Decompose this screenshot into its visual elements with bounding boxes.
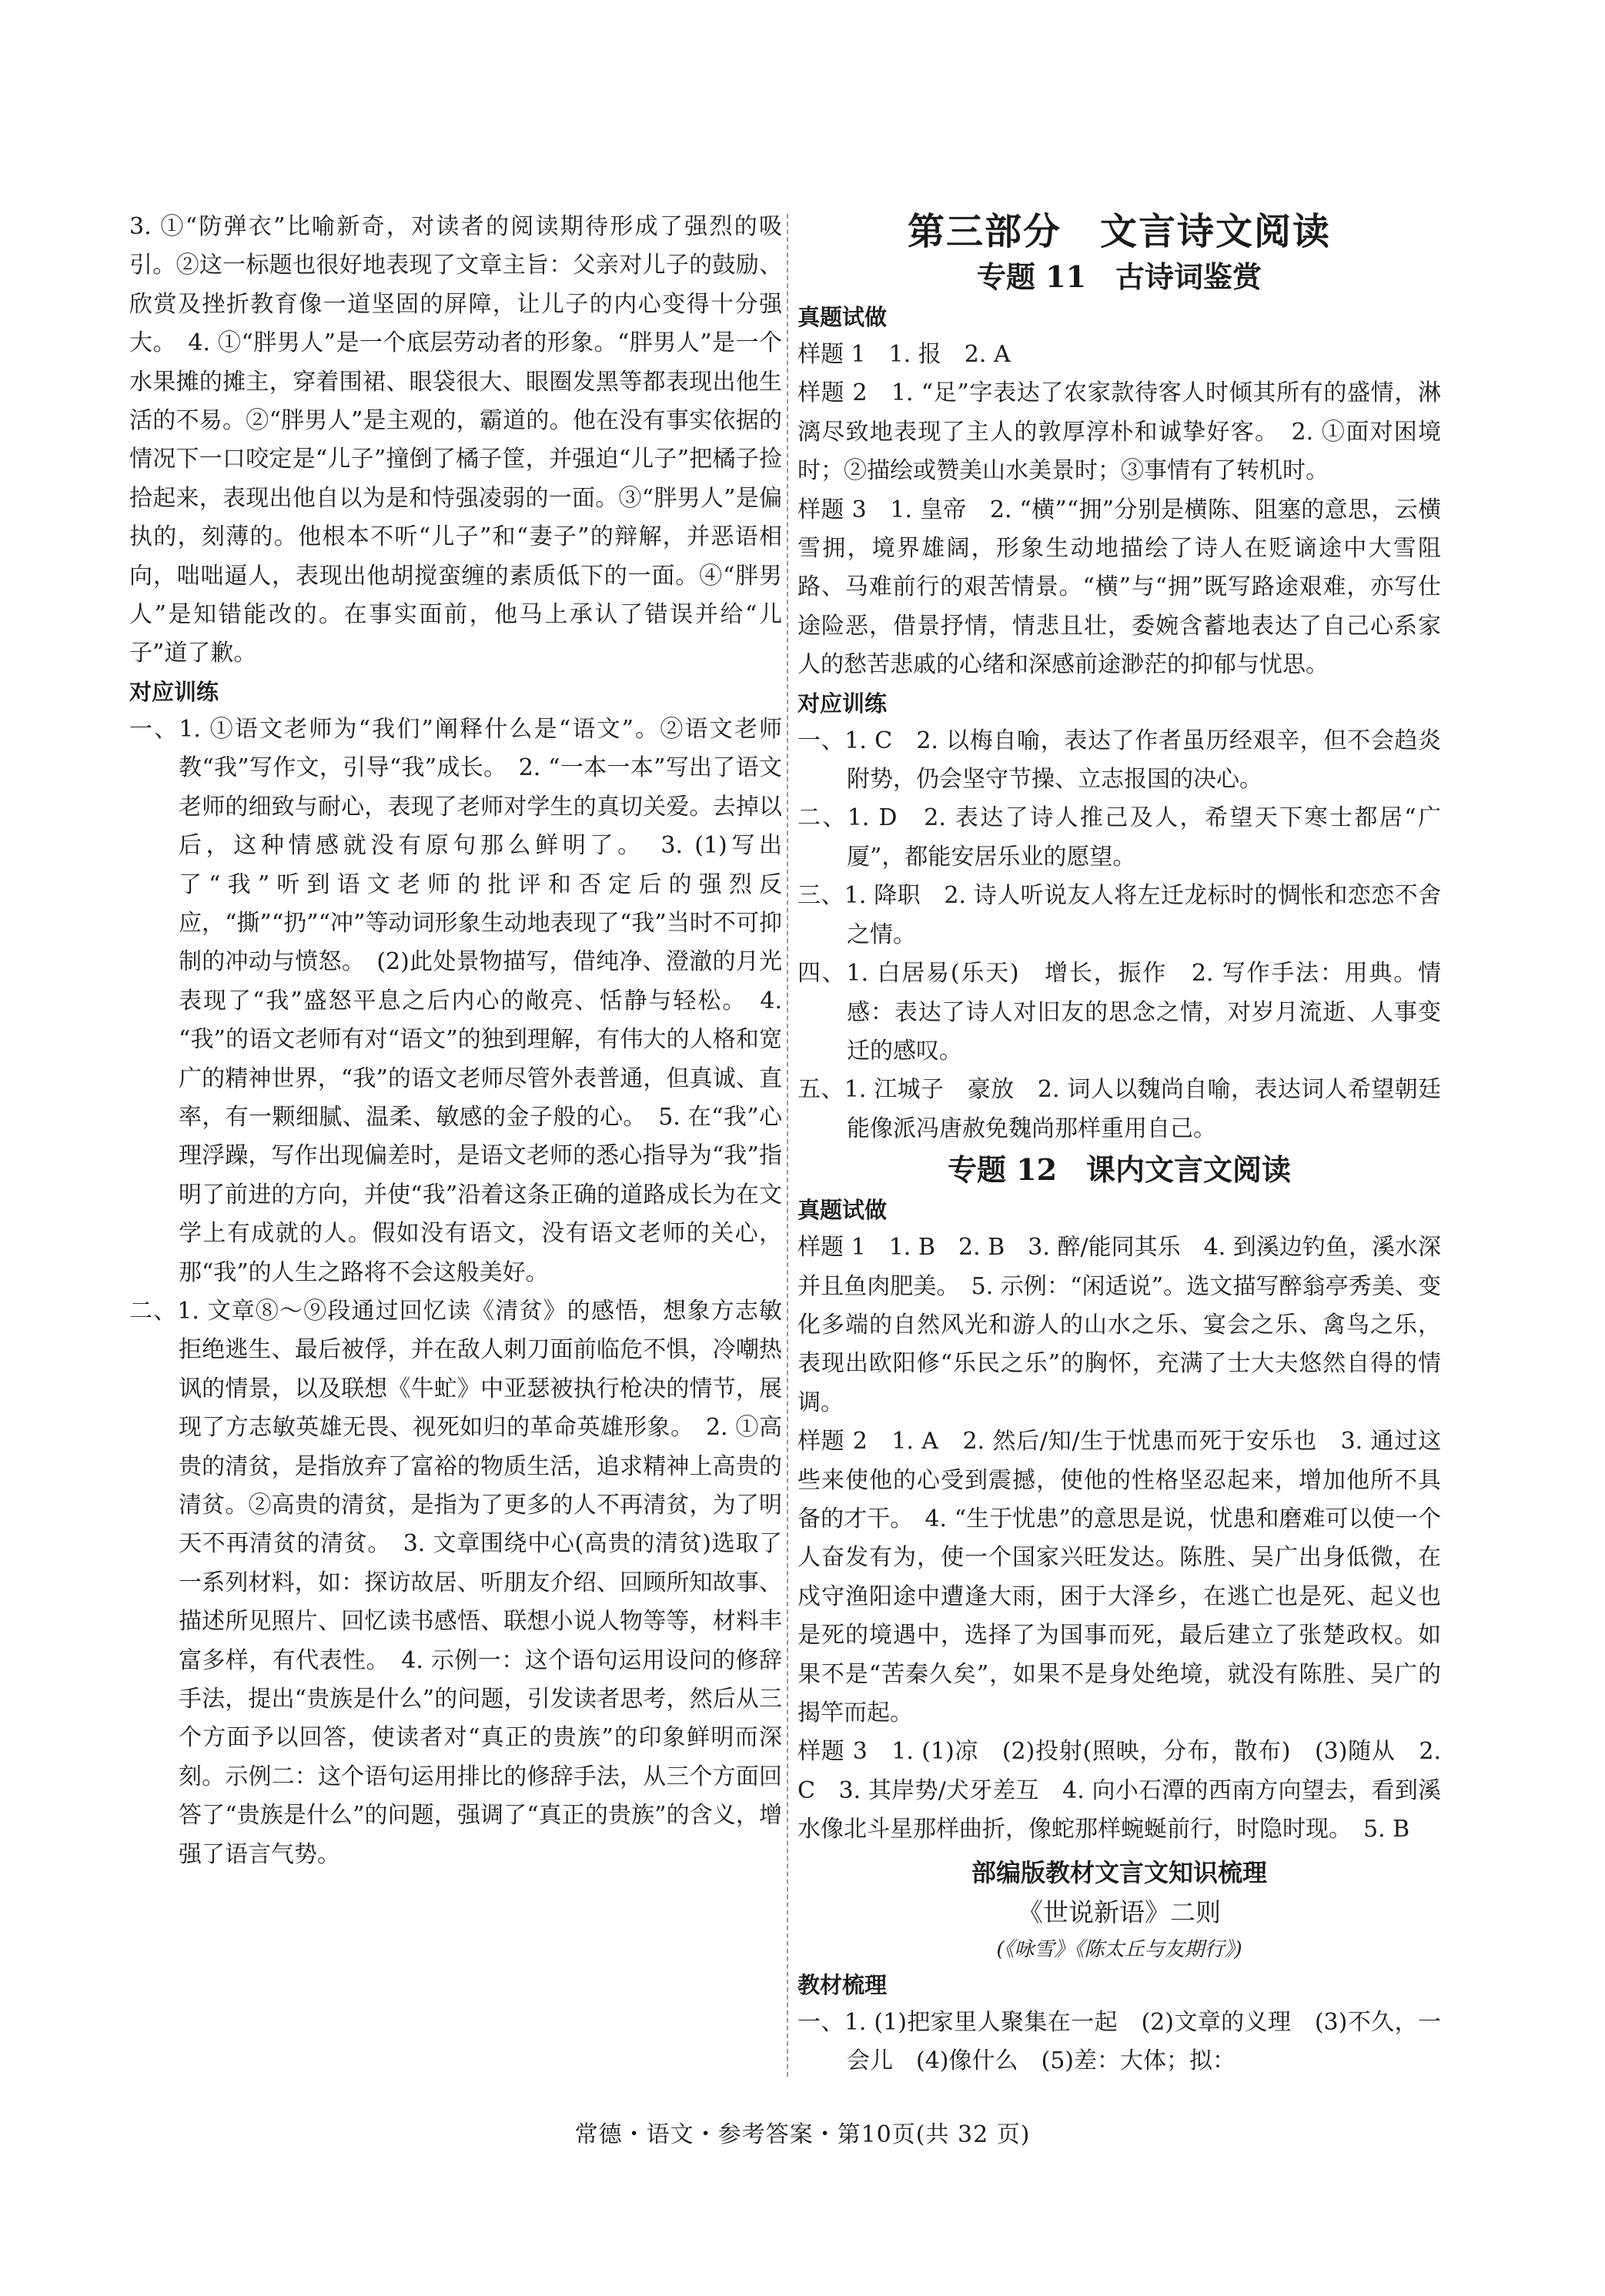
section-heading-practice: 对应训练 — [129, 678, 219, 705]
topic-11-item-3: 三、1. 降职 2. 诗人听说友人将左迁龙标时的惆怅和恋恋不舍之情。 — [797, 882, 1441, 948]
topic-11-item-4: 四、1. 白居易(乐天) 增长，振作 2. 写作手法：用典。情感：表达了诗人对旧友的思念之情，对岁月流逝、人事变迁的感叹。 — [797, 960, 1441, 1064]
topic-11-heading-exam: 真题试做 — [797, 304, 888, 330]
topic-11-title: 专题 11 古诗词鉴赏 — [976, 259, 1262, 294]
topic-11-heading-practice: 对应训练 — [797, 690, 888, 717]
topic-11-sample-3: 样题 3 1. 皇帝 2. “横”“拥”分别是横陈、阻塞的意思，云横雪拥，境界雄阔，形象生动地描绘了诗人在贬谪途中大雪阻路、马难前行的艰苦情景。“横”与“拥”既写路途艰难，亦写仕途险恶，借景抒情，情悲且壮，委婉含蓄地表达了自己心系家人的愁苦悲戚的心绪和深感前途渺茫的抑郁与忧思。 — [797, 496, 1441, 679]
answer-paragraph-3-4: 3. ①“防弹衣”比喻新奇，对读者的阅读期待形成了强烈的吸引。②这一标题也很好地表现了文章主旨：父亲对儿子的鼓励、欣赏及挫折教育像一道坚固的屏障，让儿子的内心变得十分强大。 4. ①“胖男人”是一个底层劳动者的形象。“胖男人”是一个水果摊的摊主，穿着围裙、眼袋很大、眼圈发黑等都表现出他生活的不易。②“胖男人”是主观的，霸道的。他在没有事实依据的情况下一口咬定是“儿子”撞倒了橘子筐，并强迫“儿子”把橘子捡拾起来，表现出他自以为是和恃强凌弱的一面。③“胖男人”是偏执的，刻薄的。他根本不听“儿子”和“妻子”的辩解，并恶语相向，咄咄逼人，表现出他胡搅蛮缠的素质低下的一面。④“胖男人”是知错能改的。在事实面前，他马上承认了错误并给“儿子”道了歉。 — [129, 213, 782, 667]
topic-12-sample-1: 样题 1 1. B 2. B 3. 醉/能同其乐 4. 到溪边钓鱼，溪水深并且鱼肉肥美。 5. 示例：“闲适说”。选文描写醉翁亭秀美、变化多端的自然风光和游人的山水之乐、宴会之乐、禽鸟之乐，表现出欧阳修“乐民之乐”的胸怀，充满了士大夫悠然自得的情调。 — [797, 1234, 1441, 1416]
topic-12-item-1: 一、1. (1)把家里人聚集在一起 (2)文章的义理 (3)不久，一会儿 (4)像什么 (5)差：大体；拟： — [797, 2008, 1441, 2075]
page-footer: 常德・语文・参考答案・第10页(共 32 页) — [574, 2121, 1031, 2148]
left-column — [129, 208, 782, 1874]
topic-11-item-2: 二、1. D 2. 表达了诗人推己及人，希望天下寒士都居“广厦”，都能安居乐业的愿望。 — [797, 804, 1441, 871]
topic-11-item-5: 五、1. 江城子 豪放 2. 词人以魏尚自喻，表达词人希望朝廷能像派冯唐赦免魏尚那样重用自己。 — [797, 1076, 1441, 1142]
topic-11-sample-2: 样题 2 1. “足”字表达了农家款待客人时倾其所有的盛情，淋漓尽致地表现了主人的敦厚淳朴和诚挚好客。 2. ①面对困境时；②描绘或赞美山水美景时；③事情有了转机时。 — [797, 379, 1441, 485]
topic-11-sample-1: 样题 1 1. 报 2. A — [797, 341, 1011, 368]
practice-item-2: 二、1. 文章⑧～⑨段通过回忆读《清贫》的感悟，想象方志敏拒绝逃生、最后被俘，并在敌人刺刀面前临危不惧，冷嘲热讽的情景，以及联想《牛虻》中亚瑟被执行枪决的情节，展现了方志敏英雄无畏、视死如归的革命英雄形象。 2. ①高贵的清贫，是指放弃了富裕的物质生活，追求精神上高贵的清贫。②高贵的清贫，是指为了更多的人不再清贫，为了明天不再清贫的清贫。 3. 文章围绕中心(高贵的清贫)选取了一系列材料，如：探访故居、听朋友介绍、回顾所知故事、描述所见照片、回忆读书感悟、联想小说人物等等，材料丰富多样，有代表性。 4. 示例一：这个语句运用设问的修辞手法，提出“贵族是什么”的问题，引发读者思考，然后从三个方面予以回答，使读者对“真正的贵族”的印象鲜明而深刻。示例二：这个语句运用排比的修辞手法，从三个方面回答了“贵族是什么”的问题，强调了“真正的贵族”的含义，增强了语言气势。 — [129, 1297, 782, 1868]
lesson-title: 《世说新语》二则 — [1018, 1897, 1221, 1927]
part-title: 第三部分 文言诗文阅读 — [907, 210, 1331, 253]
topic-12-sample-2: 样题 2 1. A 2. 然后/知/生于忧患而死于安乐也 3. 通过这些来使他的心受到震撼，使他的性格坚忍起来，增加他所不具备的才干。 4. “生于忧患”的意思是说，忧患和磨难可以使一个人奋发有为，使一个国家兴旺发达。陈胜、吴广出身低微，在戍守渔阳途中遭逢大雨，困于大泽乡，在逃亡也是死、起义也是死的境遇中，选择了为国事而死，最后建立了张楚政权。如果不是“苦秦久矣”，如果不是身处绝境，就没有陈胜、吴广的揭竿而起。 — [797, 1428, 1441, 1726]
topic-12-sample-3: 样题 3 1. (1)凉 (2)投射(照映，分布，散布) (3)随从 2. C 3. 其岸势/犬牙差互 4. 向小石潭的西南方向望去，看到溪水像北斗星那样曲折，像蛇那样蜿蜒前行，时隐时现。 5. B — [797, 1738, 1441, 1843]
lesson-subtitle: (《咏雪》《陈太丘与友期行》) — [996, 1937, 1242, 1961]
topic-12-heading-textbook: 教材梳理 — [797, 1971, 888, 1998]
topic-11-item-1: 一、1. C 2. 以梅自喻，表达了作者虽历经艰辛，但不会趋炎附势，仍会坚守节操、立志报国的决心。 — [797, 727, 1441, 794]
right-column — [797, 208, 1441, 2080]
textbook-review-title: 部编版教材文言文知识梳理 — [971, 1857, 1267, 1887]
topic-12-heading-exam: 真题试做 — [797, 1197, 888, 1224]
practice-item-1: 一、1. ①语文老师为“我们”阐释什么是“语文”。②语文老师教“我”写作文，引导“我”成长。 2. “一本一本”写出了语文老师的细致与耐心，表现了老师对学生的真切关爱。去掉以后，这种情感就没有原句那么鲜明了。 3. (1)写出了“我”听到语文老师的批评和否定后的强烈反应，“撕”“扔”“冲”等动词形象生动地表现了“我”当时不可抑制的冲动与愤怒。 (2)此处景物描写，借纯净、澄澈的月光表现了“我”盛怒平息之后内心的敞亮、恬静与轻松。 4. “我”的语文老师有对“语文”的独到理解，有伟大的人格和宽广的精神世界，“我”的语文老师尽管外表普通，但真诚、直率，有一颗细腻、温柔、敏感的金子般的心。 5. 在“我”心理浮躁，写作出现偏差时，是语文老师的悉心指导为“我”指明了前进的方向，并使“我”沿着这条正确的道路成长为在文学上有成就的人。假如没有语文，没有语文老师的关心，那“我”的人生之路将不会这般美好。 — [129, 715, 782, 1286]
column-divider — [787, 214, 788, 2077]
topic-12-title: 专题 12 课内文言文阅读 — [947, 1152, 1292, 1188]
